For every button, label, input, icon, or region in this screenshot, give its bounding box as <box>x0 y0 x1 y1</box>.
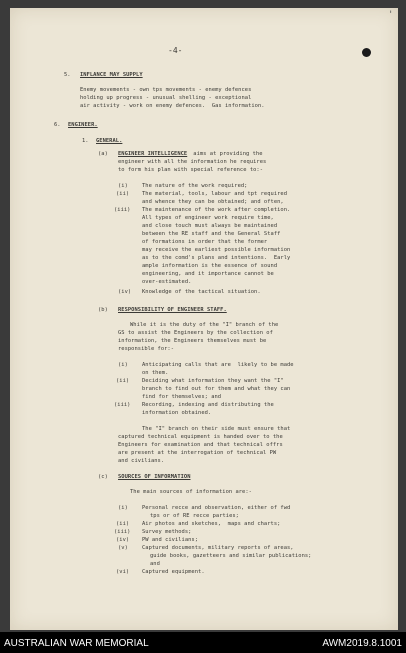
section-5-line: Enemy movements - own tps movements - enemy defences <box>80 87 252 93</box>
section-6-heading: ENGINEER. <box>68 122 98 128</box>
item-text: Captured equipment. <box>142 569 205 575</box>
item-text: ample information is the essence of sound <box>142 263 278 269</box>
item-text: The material, tools, labour and tpt required <box>142 191 287 197</box>
punch-hole <box>362 48 371 57</box>
para-c-intro: The main sources of information are:- <box>130 489 252 495</box>
item-text: and close touch must always be maintained <box>142 223 278 229</box>
corner-mark: ' <box>388 10 394 20</box>
item-number: (i) <box>118 183 128 189</box>
para-b-closing: Engineers for examination and that technical offrs <box>118 442 283 448</box>
item-text: may receive the earliest possible information <box>142 247 291 253</box>
item-number: (i) <box>118 505 128 511</box>
item-text: All types of engineer work require time, <box>142 215 274 221</box>
para-c-heading: SOURCES OF INFORMATION <box>118 474 191 480</box>
item-number: (v) <box>118 545 128 551</box>
item-text: information obtained. <box>142 410 212 416</box>
item-text: Knowledge of the tactical situation. <box>142 289 261 295</box>
para-b-heading: RESPONSIBILITY OF ENGINEER STAFF. <box>118 307 227 313</box>
para-b-closing: captured technical equipment is handed over to the <box>118 434 283 440</box>
item-text: Recording, indexing and distributing the <box>142 402 274 408</box>
footer-institution: AUSTRALIAN WAR MEMORIAL <box>4 638 149 649</box>
para-b-closing: are present at the interrogation of technical PW <box>118 450 277 456</box>
para-c-letter: (c) <box>98 474 108 480</box>
para-a-intro: engineer with all the information he requires <box>118 159 267 165</box>
section-6-number: 6. <box>54 122 61 128</box>
item-text: The nature of the work required; <box>142 183 248 189</box>
para-b-intro: responsible for:- <box>118 346 175 352</box>
item-text: Personal recce and observation, either of fwd <box>142 505 291 511</box>
footer-accession-number: AWM2019.8.1001 <box>322 638 402 649</box>
item-text: Survey methods; <box>142 529 192 535</box>
section-5-heading: INFLANCE MAY SUPPLY <box>80 72 143 78</box>
item-text: PW and civilians; <box>142 537 199 543</box>
item-number: (iii) <box>114 529 131 535</box>
item-text: as to the comd's plans and intentions. Early <box>142 255 291 261</box>
item-number: (ii) <box>116 521 130 527</box>
item-number: (ii) <box>116 191 130 197</box>
section-5-line: holding up progress - unusual shelling - exceptional <box>80 95 252 101</box>
item-text: of formations in order that the former <box>142 239 268 245</box>
para-b-closing: and civilians. <box>118 458 165 464</box>
para-b-intro: While it is the duty of the "I" branch of the <box>130 322 279 328</box>
para-b-letter: (b) <box>98 307 108 313</box>
item-text: on them. <box>142 370 169 376</box>
item-number: (iii) <box>114 402 131 408</box>
item-text: Anticipating calls that are likely to be made <box>142 362 294 368</box>
para-a-intro: aims at providing the <box>190 151 263 157</box>
section-5-line: air activity - work on enemy defences. Gas information. <box>80 103 265 109</box>
item-number: (iii) <box>114 207 131 213</box>
item-text: tps or of RE recce parties; <box>150 513 239 519</box>
page-number: -4- <box>168 46 183 55</box>
para-a-heading: ENGINEER INTELLIGENCE <box>118 151 188 157</box>
item-text: Captured documents, military reports of areas, <box>142 545 294 551</box>
item-text: and whence they can be obtained; and often, <box>142 199 284 205</box>
item-text: over-estimated. <box>142 279 192 285</box>
item-number: (vi) <box>116 569 130 575</box>
footer-bar <box>0 632 406 653</box>
para-a-intro: to form his plan with special reference to:- <box>118 167 263 173</box>
para-b-closing: The "I" branch on their side must ensure that <box>142 426 291 432</box>
section-5-number: 5. <box>64 72 71 78</box>
item-text: engineering, and it importance cannot be <box>142 271 274 277</box>
item-text: Deciding what information they want the "I" <box>142 378 284 384</box>
item-number: (iv) <box>116 537 130 543</box>
item-number: (i) <box>118 362 128 368</box>
item-text: and <box>150 561 160 567</box>
item-text: find for themselves; and <box>142 394 222 400</box>
document-page <box>10 8 398 630</box>
subsection-1-number: 1. <box>82 138 89 144</box>
item-text: branch to find out for them and what they can <box>142 386 291 392</box>
item-text: The maintenance of the work after completion. <box>142 207 291 213</box>
item-number: (iv) <box>118 289 132 295</box>
item-number: (ii) <box>116 378 130 384</box>
item-text: guide books, gazetteers and similar publications; <box>150 553 312 559</box>
para-b-intro: information, the Engineers themselves must be <box>118 338 267 344</box>
item-text: between the RE staff and the General Staff <box>142 231 281 237</box>
item-text: Air photos and sketches, maps and charts; <box>142 521 281 527</box>
para-b-intro: GS to assist the Engineers by the collection of <box>118 330 273 336</box>
subsection-1-heading: GENERAL. <box>96 138 123 144</box>
para-a-letter: (a) <box>98 151 108 157</box>
